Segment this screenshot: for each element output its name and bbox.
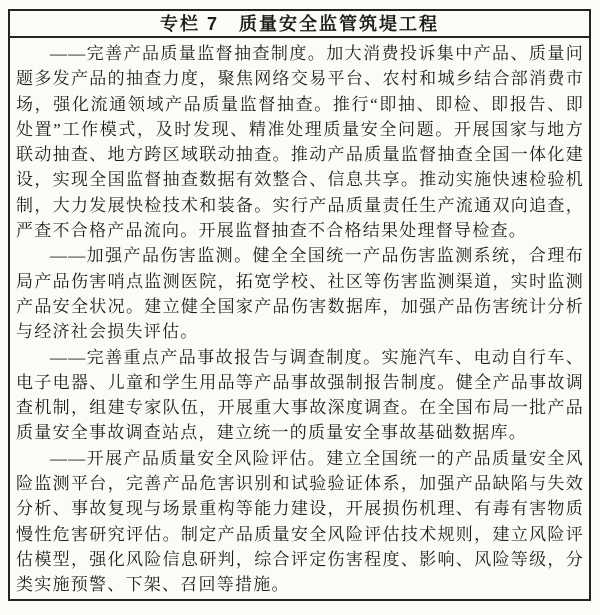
box-body [10, 38, 589, 598]
paragraph-risk-assessment: ——开展产品质量安全风险评估。建立全国统一的产品质量安全风险监测平台，完善产品危害识别和试验验证体系，加强产品缺陷与失效分析、事故复现与场景重构等能力建设，开展损伤机理、有毒有害物质慢性危害研究评估。制定产品质量安全风险评估技术规则，建立风险评估模型，强化风险信息研判，综合评定伤害程度、影响、风险等级，分类实施预警、下架、召回等措施。 [16, 448, 584, 595]
paragraph-injury-monitoring: ——加强产品伤害监测。健全全国统一产品伤害监测系统，合理布局产品伤害哨点监测医院，拓宽学校、社区等伤害监测渠道，实时监测产品安全状况。建立健全国家产品伤害数据库，加强产品伤害统计分析与经济社会损失评估。 [16, 246, 584, 342]
paragraph-accident-reporting: ——完善重点产品事故报告与调查制度。实施汽车、电动自行车、电子电器、儿童和学生用品等产品事故强制报告制度。健全产品事故调查机制，组建专家队伍，开展重大事故深度调查。在全国布局一批产品质量安全事故调查站点，建立统一的质量安全事故基础数据库。 [16, 347, 584, 443]
callout-box [8, 9, 591, 601]
paragraph-supervision-sampling: ——完善产品质量监督抽查制度。加大消费投诉集中产品、质量问题多发产品的抽查力度，聚焦网络交易平台、农村和城乡结合部消费市场，强化流通领域产品质量监督抽查。推行“即抽、即检、即报告、即处置”工作模式，及时发现、精准处理质量安全问题。开展国家与地方联动抽查、地方跨区域联动抽查。推动产品质量监督抽查全国一体化建设，实现全国监督抽查数据有效整合、信息共享。推动实施快速检验机制，大力发展快检技术和装备。实行产品质量责任生产流通双向追查，严查不合格产品流向。开展监督抽查不合格结果处理督导检查。 [16, 44, 584, 241]
box-title: 专栏 7 质量安全监管筑堤工程 [10, 11, 589, 38]
